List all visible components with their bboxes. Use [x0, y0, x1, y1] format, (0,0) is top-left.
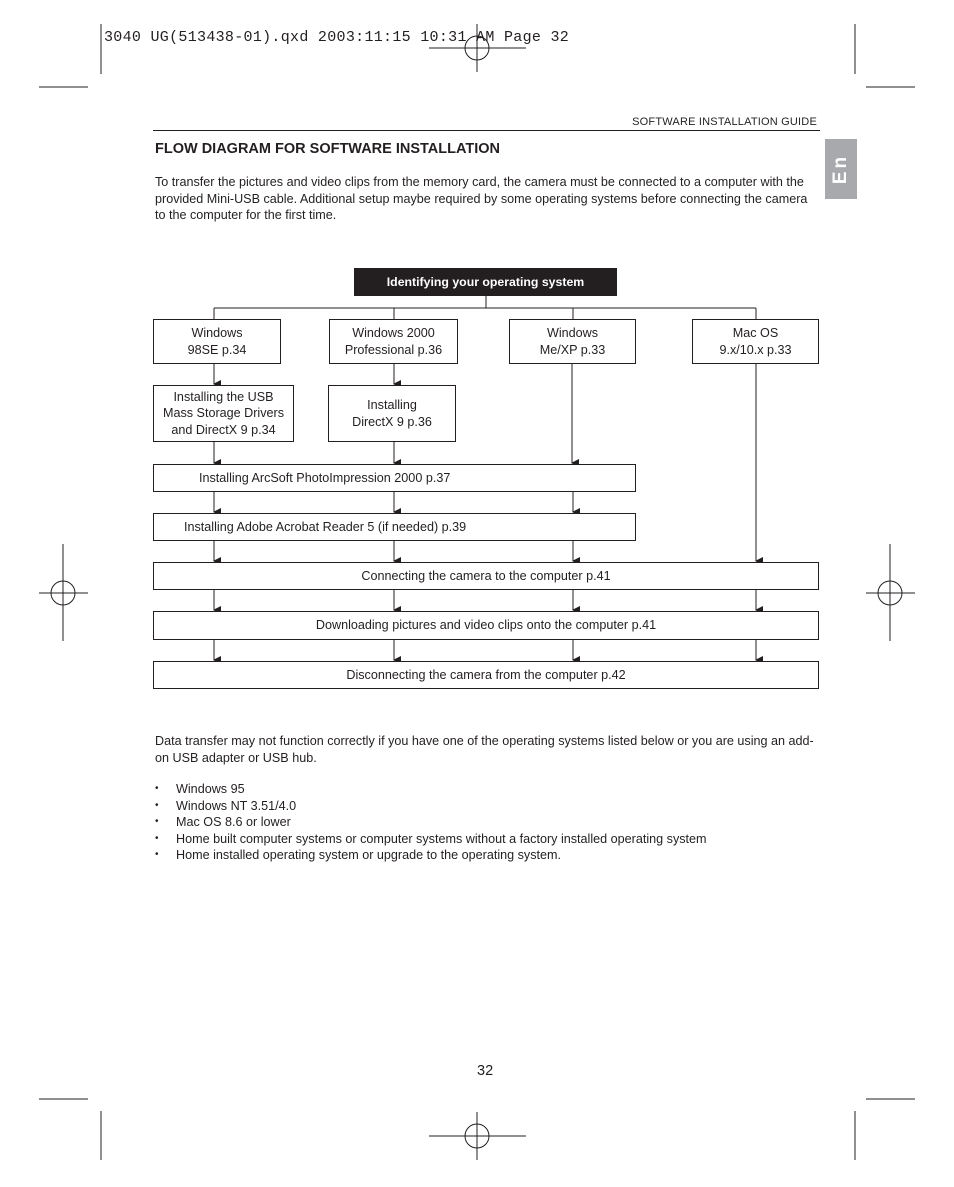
step-install-acrobat: Installing Adobe Acrobat Reader 5 (if needed) p.39	[153, 513, 636, 541]
step-install-arcsoft: Installing ArcSoft PhotoImpression 2000 p.37	[153, 464, 636, 492]
os-node-win2000: Windows 2000 Professional p.36	[329, 319, 458, 364]
intro-paragraph: To transfer the pictures and video clips from the memory card, the camera must be connected to a computer with the provided Mini-USB cable. Additional setup maybe required by some operating systems before connecting the camera to the computer for the first time.	[155, 175, 808, 223]
list-item: • Windows 95	[155, 781, 707, 798]
file-slug: 3040 UG(513438-01).qxd 2003:11:15 10:31 AM Page 32	[104, 29, 570, 46]
language-tab-label: En	[830, 153, 851, 185]
section-label: SOFTWARE INSTALLATION GUIDE	[632, 116, 817, 128]
os-node-winmexp: Windows Me/XP p.33	[509, 319, 636, 364]
step-disconnect-camera: Disconnecting the camera from the computer p.42	[153, 661, 819, 689]
page-title: FLOW DIAGRAM FOR SOFTWARE INSTALLATION	[155, 141, 501, 157]
list-item: • Mac OS 8.6 or lower	[155, 814, 707, 831]
page-number: 32	[477, 1063, 494, 1079]
list-item: • Home installed operating system or upgrade to the operating system.	[155, 847, 707, 864]
os-node-mac: Mac OS 9.x/10.x p.33	[692, 319, 819, 364]
step-download-pictures: Downloading pictures and video clips onto the computer p.41	[153, 611, 819, 640]
unsupported-systems-list	[155, 781, 707, 864]
flow-root-node: Identifying your operating system	[354, 268, 617, 296]
step-install-directx: Installing DirectX 9 p.36	[328, 385, 456, 442]
step-install-usb-drivers: Installing the USB Mass Storage Drivers and DirectX 9 p.34	[153, 385, 294, 442]
list-item: • Windows NT 3.51/4.0	[155, 798, 707, 815]
list-item: • Home built computer systems or computer systems without a factory installed operating system	[155, 831, 707, 848]
warning-paragraph: Data transfer may not function correctly if you have one of the operating systems listed below or you are using an add-on USB adapter or USB hub.	[155, 734, 814, 765]
step-connect-camera: Connecting the camera to the computer p.41	[153, 562, 819, 590]
os-node-win98: Windows 98SE p.34	[153, 319, 281, 364]
